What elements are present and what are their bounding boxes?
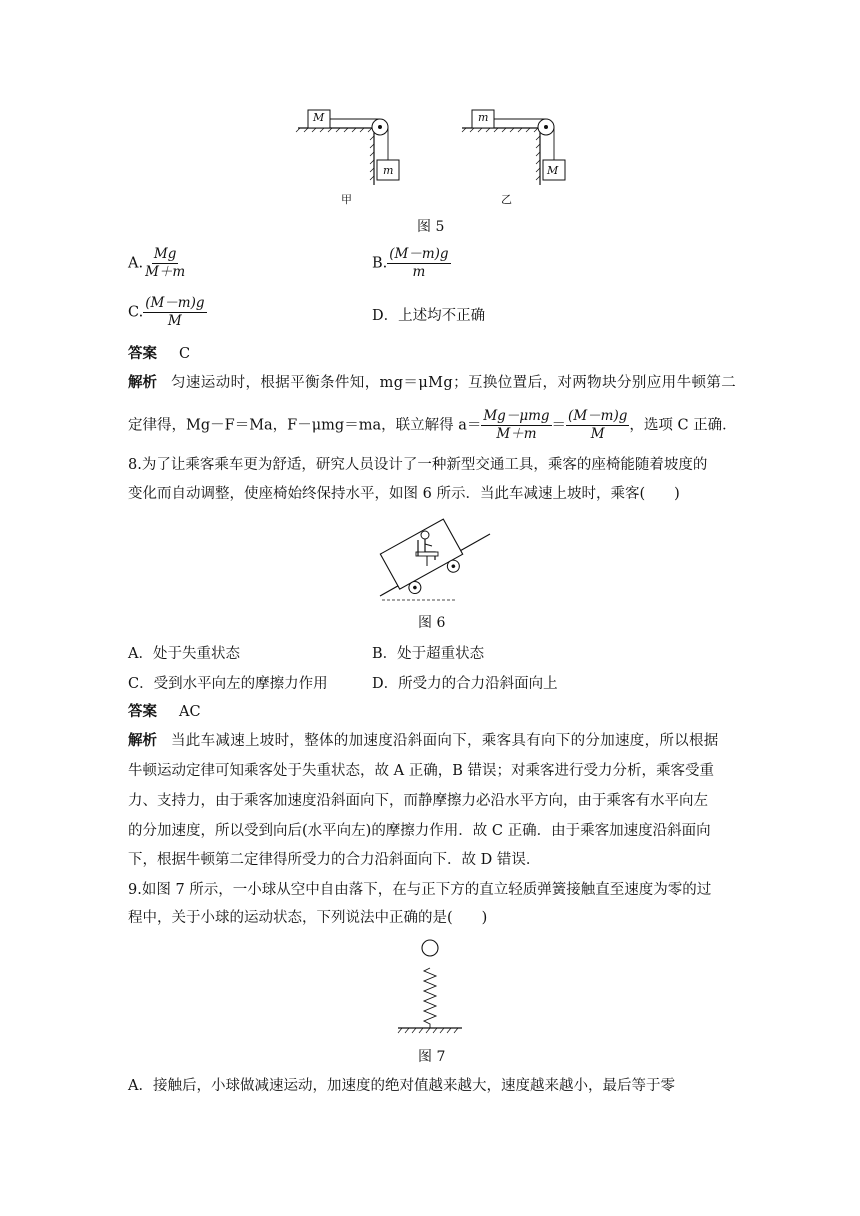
figure-5-diagram (290, 100, 580, 210)
figure-6-diagram (372, 510, 492, 605)
answer-line: 答案 AC (128, 704, 201, 720)
option-a: A．接触后，小球做减速运动，加速度的绝对值越来越大，速度越来越小，最后等于零 (128, 1078, 675, 1094)
option-a: A. $\frac{Mg}{M+m}$ (128, 246, 186, 280)
figure-label: 乙 (501, 193, 512, 206)
figure-caption: 图 6 (418, 615, 446, 631)
option-b: B．处于超重状态 (372, 646, 485, 662)
analysis-line: 的分加速度，所以受到向后(水平向左)的摩擦力作用．故 C 正确．由于乘客加速度沿斜面向 (128, 823, 711, 839)
answer-line: 答案 C (128, 346, 191, 362)
analysis-line: 力、支持力，由于乘客加速度沿斜面向下，而静摩擦力必沿水平方向，由于乘客有水平向左 (128, 793, 708, 809)
figure-7-diagram (392, 936, 468, 1040)
option-b: B. $\frac{(M-m)g}{m}$ (372, 246, 449, 280)
block-label: m (383, 164, 394, 177)
option-d: D．所受力的合力沿斜面向上 (372, 676, 558, 692)
figure-caption: 图 7 (418, 1049, 446, 1065)
analysis-line: 定律得，Mg－F＝Ma，F－μmg＝ma，联立解得 a＝ $\frac{\text{Mg－μmg}}{M+m}$ ＝ $\frac{(M-m)g}{M}$ ，选项 C 正确． (128, 408, 737, 442)
block-label: M (313, 111, 325, 124)
figure-caption: 图 5 (417, 219, 445, 235)
analysis-line: 牛顿运动定律可知乘客处于失重状态，故 A 正确，B 错误；对乘客进行受力分析，乘客受重 (128, 763, 714, 779)
question-9-line: 9.如图 7 所示，一小球从空中自由落下，在与正下方的直立轻质弹簧接触直至速度为零的过 (128, 882, 712, 898)
option-d: D．上述均不正确 (372, 308, 486, 324)
question-8-line: 8.为了让乘客乘车更为舒适，研究人员设计了一种新型交通工具，乘客的座椅能随着坡度的 (128, 457, 708, 473)
analysis-line: 下，根据牛顿第二定律得所受力的合力沿斜面向下．故 D 错误． (128, 852, 541, 868)
block-label: M (547, 164, 559, 177)
question-8-line: 变化而自动调整，使座椅始终保持水平，如图 6 所示．当此车减速上坡时，乘客( ) (128, 486, 680, 502)
block-label: m (478, 111, 489, 124)
analysis-line: 解析 匀速运动时，根据平衡条件知，mg＝μMg；互换位置后，对两物块分别应用牛顿第二 (128, 375, 737, 391)
option-c: C. $\frac{(M-m)g}{M}$ (128, 295, 205, 329)
question-9-line: 程中，关于小球的运动状态，下列说法中正确的是( ) (128, 910, 488, 926)
figure-label: 甲 (341, 193, 352, 206)
option-c: C．受到水平向左的摩擦力作用 (128, 676, 328, 692)
analysis-line: 解析 当此车减速上坡时，整体的加速度沿斜面向下，乘客具有向下的分加速度，所以根据 (128, 733, 719, 749)
option-a: A．处于失重状态 (128, 646, 240, 662)
